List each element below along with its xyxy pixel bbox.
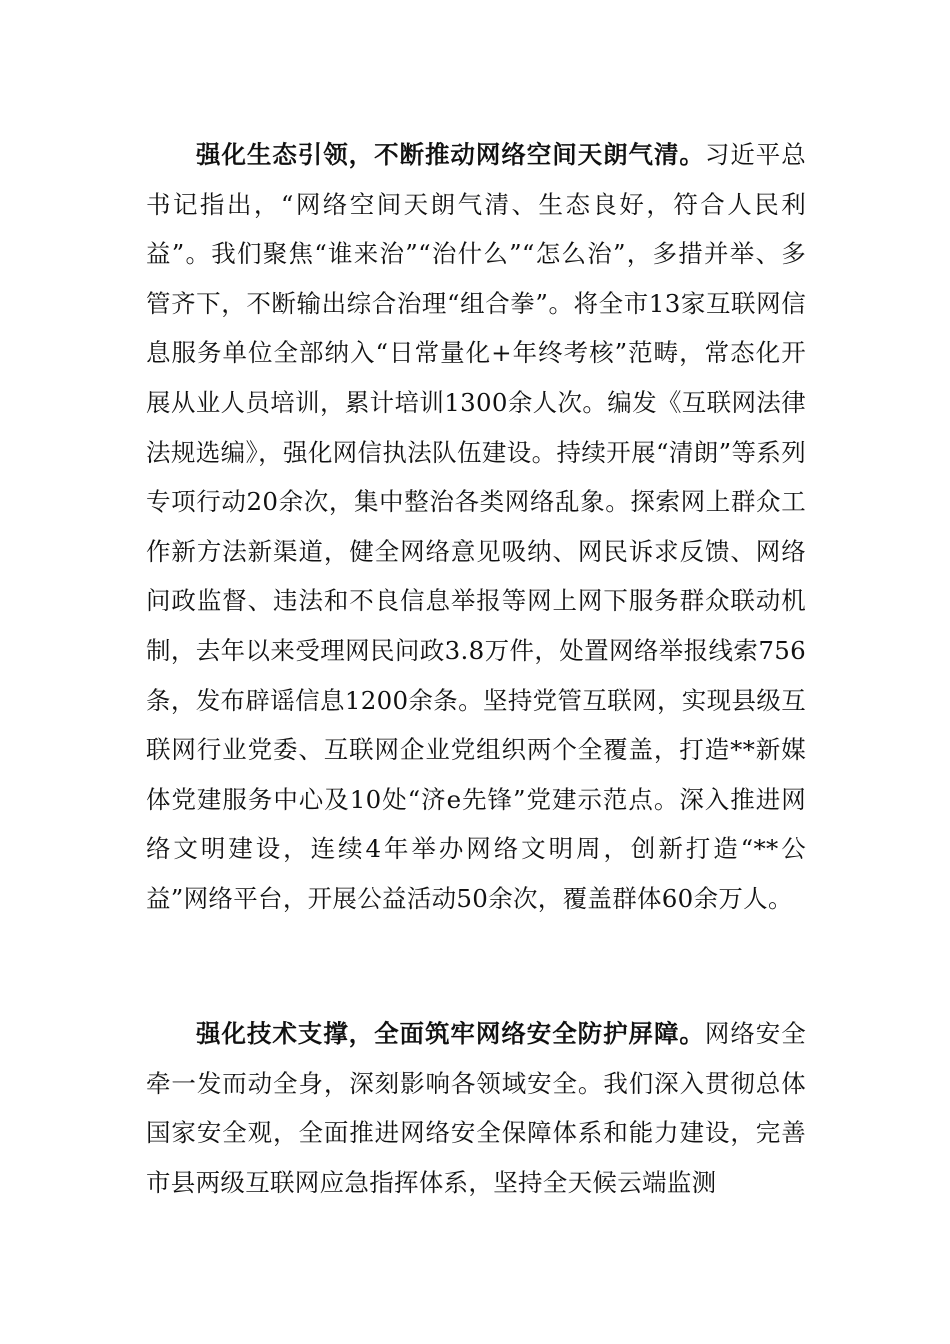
paragraph-body-text: 习近平总书记指出，“网络空间天朗气清、生态良好，符合人民利益”。我们聚焦“谁来治”“治什么”“怎么治”，多措并举、多管齐下，不断输出综合治理“组合拳”。将全市13家互联网信息服务单位全部纳入“日常量化+年终考核”范畴，常态化开展从业人员培训，累计培训1300余人次。编发《互联网法律法规选编》，强化网信执法队伍建设。持续开展“清朗”等系列专项行动20余次，集中整治各类网络乱象。探索网上群众工作新方法新渠道，健全网络意见吸纳、网民诉求反馈、网络问政监督、违法和不良信息举报等网上网下服务群众联动机制，去年以来受理网民问政3.8万件，处置网络举报线索756条，发布辟谣信息1200余条。坚持党管互联网，实现县级互联网行业党委、互联网企业党组织两个全覆盖，打造**新媒体党建服务中心及10处“济e先锋”党建示范点。深入推进网络文明建设，连续4年举办网络文明周，创新打造“**公益”网络平台，开展公益活动50余次，覆盖群体60余万人。 [146,140,807,913]
paragraph-technology [146,1009,806,1207]
paragraph-body-text: 网络安全牵一发而动全身，深刻影响各领域安全。我们深入贯彻总体国家安全观，全面推进网络安全保障体系和能力建设，完善市县两级互联网应急指挥体系，坚持全天候云端监测 [146,1019,807,1197]
paragraph-lead-heading: 强化技术支撑，全面筑牢网络安全防护屏障。 [196,1019,705,1048]
paragraph-ecology [146,130,806,924]
paragraph-lead-heading: 强化生态引领，不断推动网络空间天朗气清。 [196,140,705,169]
